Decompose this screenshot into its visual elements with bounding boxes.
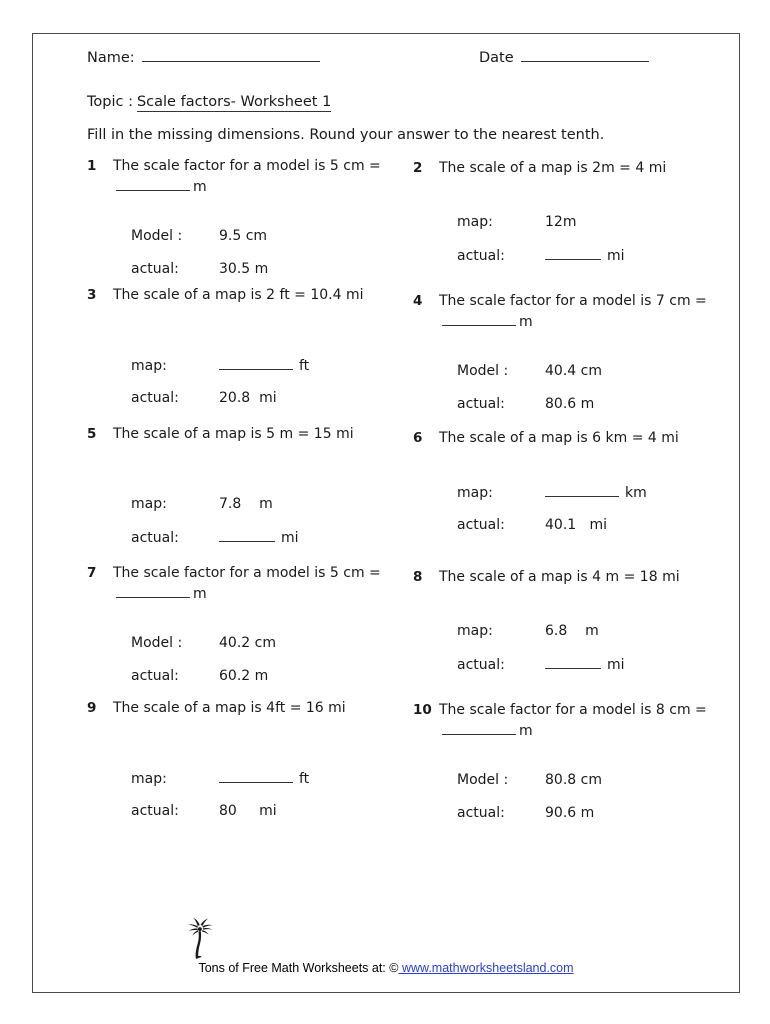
problems-container xyxy=(33,156,739,835)
problem-row xyxy=(33,289,739,424)
problem-10 xyxy=(413,700,723,821)
problem-4-row-2-value: 80.6 m xyxy=(545,396,595,412)
problem-2-number: 2 xyxy=(413,160,423,176)
problem-row xyxy=(33,563,739,700)
topic-line xyxy=(87,94,331,112)
problem-8-row-1-label: map: xyxy=(457,623,493,639)
problem-1 xyxy=(87,156,397,277)
problem-2-row-2-unit: mi xyxy=(607,248,625,264)
problem-5-fields xyxy=(131,496,401,562)
problem-3-row-1-unit: ft xyxy=(299,358,310,374)
problem-1-row-1 xyxy=(131,228,401,261)
problem-10-row-2 xyxy=(457,805,727,838)
problem-3-number: 3 xyxy=(87,287,97,303)
problem-5-row-1-label: map: xyxy=(131,496,167,512)
problem-3-row-2-value: 20.8 mi xyxy=(219,390,277,406)
problem-1-unit: m xyxy=(193,179,207,195)
problem-9-row-1-unit: ft xyxy=(299,771,310,787)
problem-5-row-2 xyxy=(131,529,401,562)
problem-5-row-2-label: actual: xyxy=(131,530,179,546)
problem-2-row-1-label: map: xyxy=(457,214,493,230)
problem-7-row-1 xyxy=(131,635,401,668)
problem-2-row-2 xyxy=(457,247,727,280)
problem-8-row-2-unit: mi xyxy=(607,657,625,673)
problem-3-question xyxy=(87,285,397,306)
problem-6-fields xyxy=(457,484,727,550)
problem-10-fields xyxy=(457,772,727,838)
problem-5-question xyxy=(87,424,397,445)
problem-row xyxy=(33,424,739,563)
problem-5-answer-blank[interactable] xyxy=(219,529,275,542)
problem-8-row-1-value: 6.8 m xyxy=(545,623,599,639)
problem-6-row-1-label: map: xyxy=(457,485,493,501)
problem-4-row-1-value: 40.4 cm xyxy=(545,363,602,379)
problem-row xyxy=(33,156,739,289)
problem-3-row-2-label: actual: xyxy=(131,390,179,406)
problem-6-row-1 xyxy=(457,484,727,517)
problem-10-number: 10 xyxy=(413,702,432,718)
problem-3-row-1 xyxy=(131,357,401,390)
problem-3 xyxy=(87,285,397,406)
worksheet-footer xyxy=(33,957,739,976)
date-input-line[interactable] xyxy=(521,48,649,62)
problem-5-number: 5 xyxy=(87,426,97,442)
problem-7-row-1-label: Model : xyxy=(131,635,183,651)
problem-9-row-1-value xyxy=(219,770,309,787)
problem-9-row-2-label: actual: xyxy=(131,803,179,819)
name-field-group xyxy=(87,48,320,66)
problem-7-row-2 xyxy=(131,668,401,701)
problem-10-prompt: The scale factor for a model is 8 cm = xyxy=(439,702,707,718)
problem-7-number: 7 xyxy=(87,565,97,581)
problem-1-answer-blank[interactable] xyxy=(116,178,190,191)
problem-9-row-1-label: map: xyxy=(131,771,167,787)
problem-9-answer-blank[interactable] xyxy=(219,770,293,783)
problem-7-row-2-value: 60.2 m xyxy=(219,668,269,684)
worksheet-header xyxy=(33,48,739,74)
problem-3-row-1-value xyxy=(219,357,309,374)
problem-6-row-2-value: 40.1 mi xyxy=(545,517,608,533)
problem-7-text xyxy=(113,563,397,605)
problem-8-row-2-value xyxy=(545,656,625,673)
problem-10-answer-blank[interactable] xyxy=(442,722,516,735)
problem-row xyxy=(33,700,739,835)
problem-6-row-2-label: actual: xyxy=(457,517,505,533)
problem-9 xyxy=(87,698,397,819)
problem-3-text: The scale of a map is 2 ft = 10.4 mi xyxy=(113,287,364,303)
problem-8-row-2-label: actual: xyxy=(457,657,505,673)
problem-1-row-1-value: 9.5 cm xyxy=(219,228,268,244)
problem-4-prompt: The scale factor for a model is 7 cm = xyxy=(439,293,707,309)
problem-5-text: The scale of a map is 5 m = 15 mi xyxy=(113,426,354,442)
topic-label: Topic : xyxy=(87,94,133,110)
problem-7-question xyxy=(87,563,397,605)
problem-7-row-2-label: actual: xyxy=(131,668,179,684)
worksheet-page xyxy=(32,33,740,993)
problem-5 xyxy=(87,424,397,546)
problem-4-row-1 xyxy=(457,363,727,396)
problem-4-number: 4 xyxy=(413,293,423,309)
problem-4 xyxy=(413,291,723,412)
problem-2-row-2-value xyxy=(545,247,625,264)
problem-1-text xyxy=(113,156,397,198)
problem-8-row-2 xyxy=(457,656,727,689)
problem-7-unit: m xyxy=(193,586,207,602)
problem-6-question xyxy=(413,428,723,449)
problem-9-fields xyxy=(131,770,401,836)
problem-4-fields xyxy=(457,363,727,429)
problem-3-fields xyxy=(131,357,401,423)
problem-2-answer-blank[interactable] xyxy=(545,247,601,260)
problem-3-row-1-label: map: xyxy=(131,358,167,374)
problem-9-row-2-value: 80 mi xyxy=(219,803,277,819)
palm-tree-icon xyxy=(183,916,217,962)
problem-8-question xyxy=(413,567,723,588)
date-label: Date xyxy=(479,50,514,66)
problem-9-row-2 xyxy=(131,803,401,836)
problem-6-row-1-value xyxy=(545,484,647,501)
problem-10-row-2-value: 90.6 m xyxy=(545,805,595,821)
problem-4-row-1-label: Model : xyxy=(457,363,509,379)
problem-6 xyxy=(413,428,723,533)
problem-10-question xyxy=(413,700,723,742)
problem-1-row-1-label: Model : xyxy=(131,228,183,244)
problem-6-number: 6 xyxy=(413,430,423,446)
problem-8-number: 8 xyxy=(413,569,423,585)
instructions-text: Fill in the missing dimensions. Round your answer to the nearest tenth. xyxy=(87,127,605,143)
problem-5-row-2-unit: mi xyxy=(281,530,299,546)
problem-4-question xyxy=(413,291,723,333)
problem-2-fields xyxy=(457,214,727,280)
name-label: Name: xyxy=(87,50,135,66)
problem-2-row-1-value: 12m xyxy=(545,214,577,230)
problem-7-prompt: The scale factor for a model is 5 cm = xyxy=(113,565,381,581)
problem-8-fields xyxy=(457,623,727,689)
footer-website-link[interactable]: www.mathworksheetsland.com xyxy=(398,961,574,975)
problem-4-row-2-label: actual: xyxy=(457,396,505,412)
problem-4-unit: m xyxy=(519,314,533,330)
problem-6-row-1-unit: km xyxy=(625,485,647,501)
topic-title: Scale factors- Worksheet 1 xyxy=(136,94,332,110)
problem-7-row-1-value: 40.2 cm xyxy=(219,635,276,651)
footer-credit xyxy=(198,961,573,975)
problem-9-text: The scale of a map is 4ft = 16 mi xyxy=(113,700,346,716)
problem-6-answer-blank[interactable] xyxy=(545,484,619,497)
problem-1-row-2-value: 30.5 m xyxy=(219,261,269,277)
problem-5-row-1 xyxy=(131,496,401,529)
problem-9-question xyxy=(87,698,397,719)
problem-1-prompt: The scale factor for a model is 5 cm = xyxy=(113,158,381,174)
problem-9-row-1 xyxy=(131,770,401,803)
problem-8-row-1 xyxy=(457,623,727,656)
problem-10-unit: m xyxy=(519,723,533,739)
name-input-line[interactable] xyxy=(142,48,320,62)
problem-7-answer-blank[interactable] xyxy=(116,585,190,598)
date-field-group xyxy=(479,48,649,66)
problem-7-fields xyxy=(131,635,401,701)
problem-9-number: 9 xyxy=(87,700,97,716)
problem-4-answer-blank[interactable] xyxy=(442,313,516,326)
problem-1-question xyxy=(87,156,397,198)
problem-3-answer-blank[interactable] xyxy=(219,357,293,370)
problem-2-question xyxy=(413,158,723,179)
problem-10-row-1 xyxy=(457,772,727,805)
problem-1-number: 1 xyxy=(87,158,97,174)
problem-1-row-2-label: actual: xyxy=(131,261,179,277)
problem-10-row-2-label: actual: xyxy=(457,805,505,821)
footer-credit-text: Tons of Free Math Worksheets at: © xyxy=(198,961,399,975)
problem-7 xyxy=(87,563,397,684)
problem-10-row-1-label: Model : xyxy=(457,772,509,788)
problem-4-text xyxy=(439,291,723,333)
problem-2-text: The scale of a map is 2m = 4 mi xyxy=(439,160,667,176)
problem-6-text: The scale of a map is 6 km = 4 mi xyxy=(439,430,679,446)
problem-2-row-2-label: actual: xyxy=(457,248,505,264)
problem-5-row-2-value xyxy=(219,529,299,546)
problem-2 xyxy=(413,158,723,264)
problem-5-row-1-value: 7.8 m xyxy=(219,496,273,512)
problem-2-row-1 xyxy=(457,214,727,247)
problem-10-row-1-value: 80.8 cm xyxy=(545,772,602,788)
problem-3-row-2 xyxy=(131,390,401,423)
problem-8-text: The scale of a map is 4 m = 18 mi xyxy=(439,569,680,585)
problem-10-text xyxy=(439,700,723,742)
problem-8-answer-blank[interactable] xyxy=(545,656,601,669)
problem-8 xyxy=(413,567,723,673)
problem-6-row-2 xyxy=(457,517,727,550)
